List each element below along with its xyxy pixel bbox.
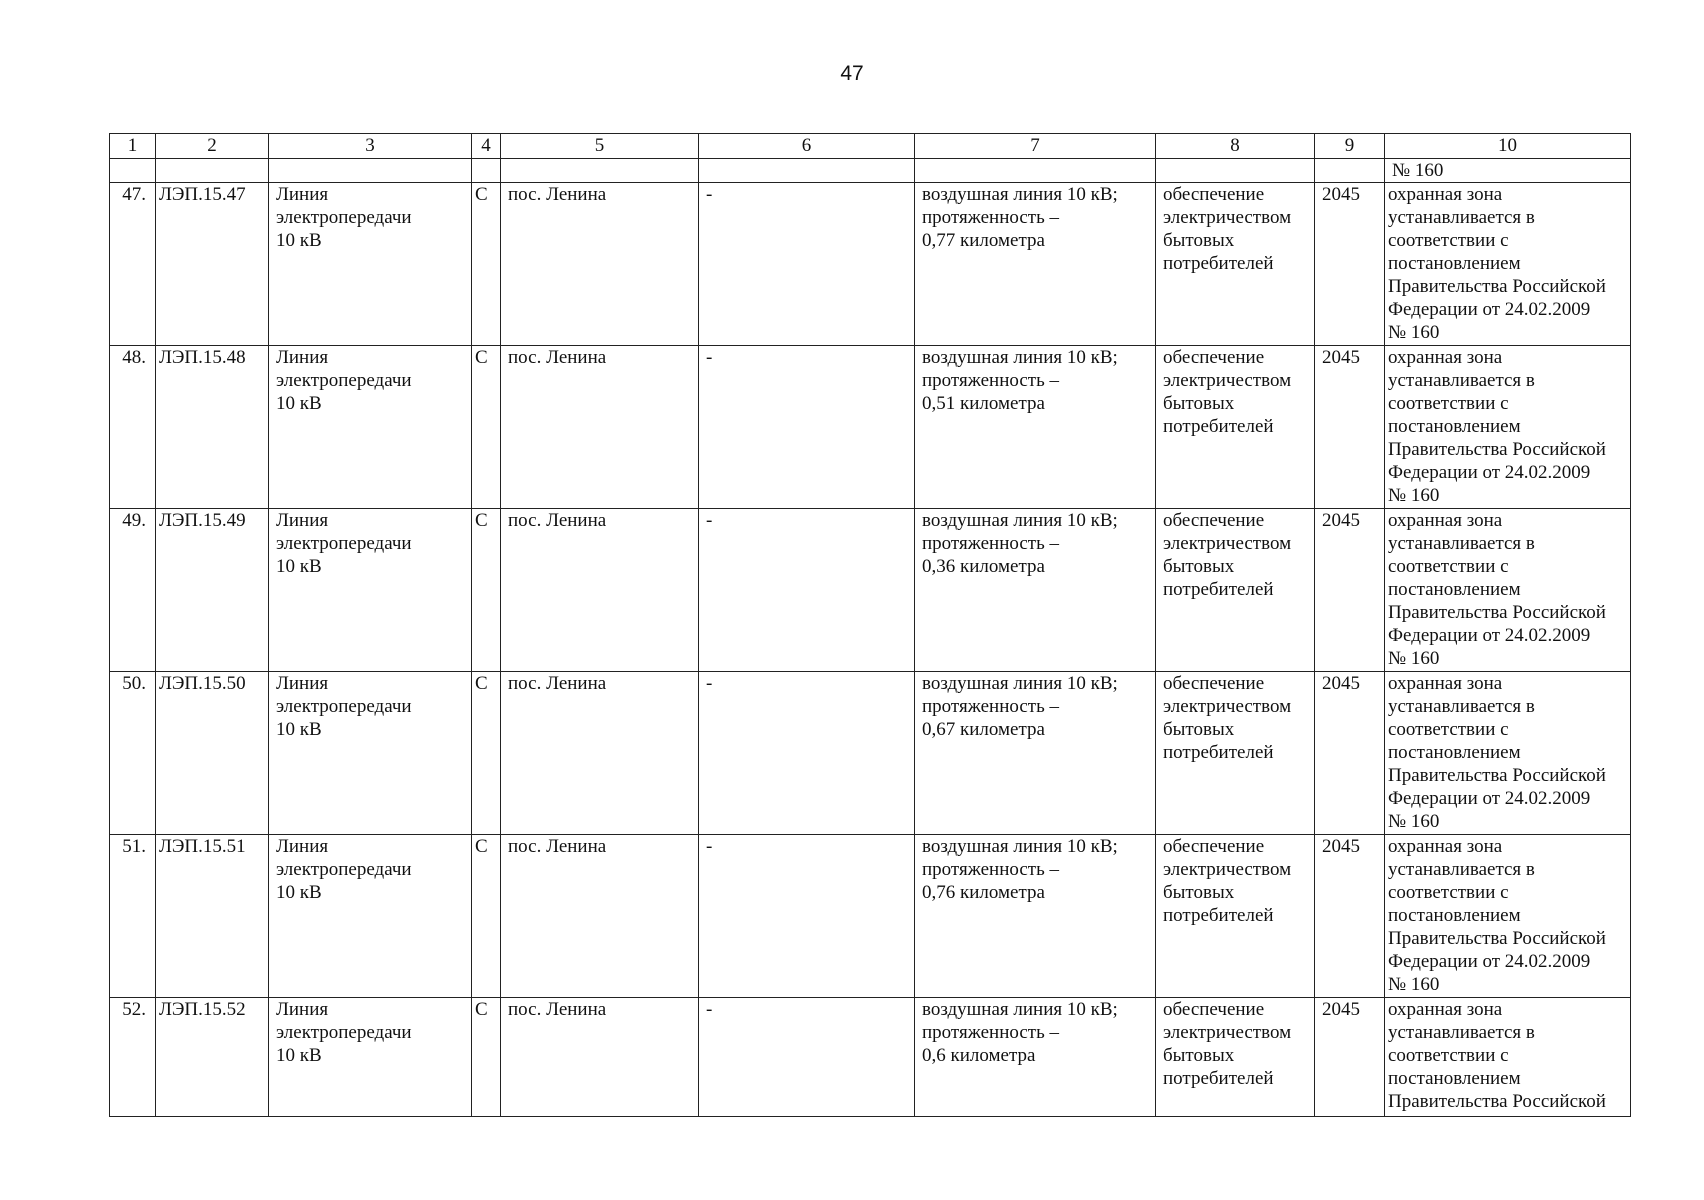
zone-line: соответствии с (1388, 393, 1509, 414)
zone-line: № 160 (1388, 485, 1440, 506)
zone-line: постановлением (1388, 579, 1521, 600)
empty-cell (156, 159, 269, 183)
name-line: Линия (276, 999, 329, 1020)
zone-line: Федерации от 24.02.2009 (1388, 951, 1591, 972)
characteristics-line: протяженность – (922, 207, 1059, 228)
purpose-line: обеспечение (1163, 673, 1265, 694)
column-6-cell: - (699, 183, 915, 346)
name-line: электропередачи (276, 1022, 412, 1043)
zone-line: соответствии с (1388, 556, 1509, 577)
page-number: 47 (840, 62, 864, 85)
zone-line: постановлением (1388, 905, 1521, 926)
continuation-cell: № 160 (1385, 159, 1631, 183)
purpose-line: бытовых (1163, 719, 1235, 740)
zone-line: устанавливается в (1388, 696, 1535, 717)
year-cell: 2045 (1315, 183, 1385, 346)
zone-line: охранная зона (1388, 510, 1503, 531)
purpose-cell (1156, 835, 1315, 998)
zone-line: № 160 (1388, 811, 1440, 832)
zone-line: постановлением (1388, 1068, 1521, 1089)
zone-line: соответствии с (1388, 230, 1509, 251)
empty-cell (699, 159, 915, 183)
status-cell: С (472, 509, 501, 672)
object-name-cell (269, 509, 472, 672)
purpose-cell (1156, 672, 1315, 835)
location-cell: пос. Ленина (501, 835, 699, 998)
protection-zone-cell (1385, 835, 1631, 998)
characteristics-cell (915, 672, 1156, 835)
purpose-line: обеспечение (1163, 836, 1265, 857)
year-cell: 2045 (1315, 998, 1385, 1117)
row-number-cell: 50. (110, 672, 156, 835)
column-6-cell: - (699, 509, 915, 672)
location-cell: пос. Ленина (501, 346, 699, 509)
characteristics-line: 0,76 километра (922, 882, 1045, 903)
name-line: 10 кВ (276, 719, 322, 740)
protection-zone-cell (1385, 183, 1631, 346)
characteristics-line: протяженность – (922, 370, 1059, 391)
characteristics-line: 0,77 километра (922, 230, 1045, 251)
zone-line: № 160 (1388, 322, 1440, 343)
purpose-line: электричеством (1163, 696, 1292, 717)
name-line: электропередачи (276, 859, 412, 880)
table-row (110, 998, 1631, 1117)
name-line: Линия (276, 673, 329, 694)
zone-line: Федерации от 24.02.2009 (1388, 788, 1591, 809)
name-line: 10 кВ (276, 393, 322, 414)
characteristics-line: воздушная линия 10 кВ; (922, 999, 1118, 1020)
name-line: Линия (276, 347, 329, 368)
purpose-line: электричеством (1163, 533, 1292, 554)
name-line: 10 кВ (276, 230, 322, 251)
characteristics-line: 0,6 километра (922, 1045, 1036, 1066)
purpose-line: бытовых (1163, 393, 1235, 414)
purpose-line: потребителей (1163, 253, 1274, 274)
row-number-cell: 52. (110, 998, 156, 1117)
column-header: 7 (915, 134, 1156, 159)
column-number-row (110, 134, 1631, 159)
characteristics-cell (915, 346, 1156, 509)
object-code-cell: ЛЭП.15.50 (156, 672, 269, 835)
characteristics-line: воздушная линия 10 кВ; (922, 836, 1118, 857)
characteristics-cell (915, 183, 1156, 346)
location-cell: пос. Ленина (501, 998, 699, 1117)
empty-cell (110, 159, 156, 183)
year-cell: 2045 (1315, 835, 1385, 998)
name-line: электропередачи (276, 533, 412, 554)
characteristics-line: воздушная линия 10 кВ; (922, 673, 1118, 694)
purpose-line: потребителей (1163, 1068, 1274, 1089)
zone-line: Правительства Российской (1388, 602, 1606, 623)
purpose-line: бытовых (1163, 556, 1235, 577)
status-cell: С (472, 835, 501, 998)
object-name-cell (269, 835, 472, 998)
object-code-cell: ЛЭП.15.47 (156, 183, 269, 346)
table-row (110, 835, 1631, 998)
row-number-cell: 49. (110, 509, 156, 672)
row-number-cell: 48. (110, 346, 156, 509)
zone-line: устанавливается в (1388, 859, 1535, 880)
zone-line: Федерации от 24.02.2009 (1388, 462, 1591, 483)
zone-line: устанавливается в (1388, 1022, 1535, 1043)
name-line: электропередачи (276, 696, 412, 717)
continuation-row (110, 159, 1631, 183)
object-name-cell (269, 346, 472, 509)
empty-cell (472, 159, 501, 183)
purpose-line: обеспечение (1163, 510, 1265, 531)
column-6-cell: - (699, 998, 915, 1117)
protection-zone-cell (1385, 346, 1631, 509)
object-code-cell: ЛЭП.15.51 (156, 835, 269, 998)
zone-line: соответствии с (1388, 882, 1509, 903)
status-cell: С (472, 672, 501, 835)
purpose-cell (1156, 998, 1315, 1117)
zone-line: охранная зона (1388, 999, 1503, 1020)
year-cell: 2045 (1315, 509, 1385, 672)
purpose-line: бытовых (1163, 882, 1235, 903)
location-cell: пос. Ленина (501, 672, 699, 835)
empty-cell (1315, 159, 1385, 183)
status-cell: С (472, 998, 501, 1117)
purpose-line: бытовых (1163, 230, 1235, 251)
characteristics-line: воздушная линия 10 кВ; (922, 510, 1118, 531)
zone-line: Федерации от 24.02.2009 (1388, 299, 1591, 320)
purpose-line: потребителей (1163, 905, 1274, 926)
zone-line: Правительства Российской (1388, 439, 1606, 460)
row-number-cell: 51. (110, 835, 156, 998)
characteristics-line: 0,51 километра (922, 393, 1045, 414)
purpose-cell (1156, 509, 1315, 672)
column-header: 8 (1156, 134, 1315, 159)
protection-zone-cell (1385, 672, 1631, 835)
object-code-cell: ЛЭП.15.52 (156, 998, 269, 1117)
purpose-line: обеспечение (1163, 999, 1265, 1020)
zone-line: постановлением (1388, 253, 1521, 274)
name-line: Линия (276, 510, 329, 531)
column-header: 10 (1385, 134, 1631, 159)
zone-line: охранная зона (1388, 347, 1503, 368)
empty-cell (269, 159, 472, 183)
column-header: 6 (699, 134, 915, 159)
characteristics-line: протяженность – (922, 859, 1059, 880)
zone-line: постановлением (1388, 742, 1521, 763)
zone-line: охранная зона (1388, 836, 1503, 857)
purpose-line: электричеством (1163, 859, 1292, 880)
protection-zone-cell (1385, 998, 1631, 1117)
name-line: Линия (276, 836, 329, 857)
zone-line: соответствии с (1388, 1045, 1509, 1066)
purpose-line: электричеством (1163, 1022, 1292, 1043)
purpose-cell (1156, 183, 1315, 346)
characteristics-cell (915, 835, 1156, 998)
zone-line: охранная зона (1388, 673, 1503, 694)
object-code-cell: ЛЭП.15.49 (156, 509, 269, 672)
zone-line: Правительства Российской (1388, 1091, 1606, 1112)
year-cell: 2045 (1315, 672, 1385, 835)
zone-line: Правительства Российской (1388, 765, 1606, 786)
table-row (110, 183, 1631, 346)
zone-line: Правительства Российской (1388, 928, 1606, 949)
status-cell: С (472, 346, 501, 509)
location-cell: пос. Ленина (501, 183, 699, 346)
name-line: электропередачи (276, 207, 412, 228)
column-header: 4 (472, 134, 501, 159)
characteristics-line: 0,36 километра (922, 556, 1045, 577)
characteristics-line: протяженность – (922, 533, 1059, 554)
zone-line: Федерации от 24.02.2009 (1388, 625, 1591, 646)
name-line: 10 кВ (276, 882, 322, 903)
register-table (109, 133, 1631, 1117)
zone-line: № 160 (1388, 974, 1440, 995)
protection-zone-cell (1385, 509, 1631, 672)
empty-cell (501, 159, 699, 183)
table-row (110, 509, 1631, 672)
zone-line: устанавливается в (1388, 370, 1535, 391)
purpose-cell (1156, 346, 1315, 509)
empty-cell (915, 159, 1156, 183)
purpose-line: электричеством (1163, 207, 1292, 228)
characteristics-line: протяженность – (922, 696, 1059, 717)
name-line: 10 кВ (276, 1045, 322, 1066)
purpose-line: потребителей (1163, 742, 1274, 763)
column-6-cell: - (699, 672, 915, 835)
purpose-line: обеспечение (1163, 347, 1265, 368)
characteristics-cell (915, 998, 1156, 1117)
name-line: 10 кВ (276, 556, 322, 577)
characteristics-line: протяженность – (922, 1022, 1059, 1043)
year-cell: 2045 (1315, 346, 1385, 509)
column-header: 1 (110, 134, 156, 159)
object-code-cell: ЛЭП.15.48 (156, 346, 269, 509)
column-6-cell: - (699, 346, 915, 509)
characteristics-line: воздушная линия 10 кВ; (922, 184, 1118, 205)
column-header: 2 (156, 134, 269, 159)
characteristics-line: 0,67 километра (922, 719, 1045, 740)
column-6-cell: - (699, 835, 915, 998)
column-header: 3 (269, 134, 472, 159)
purpose-line: потребителей (1163, 579, 1274, 600)
zone-line: № 160 (1388, 648, 1440, 669)
object-name-cell (269, 183, 472, 346)
table-row (110, 346, 1631, 509)
characteristics-cell (915, 509, 1156, 672)
table-row (110, 672, 1631, 835)
empty-cell (1156, 159, 1315, 183)
purpose-line: потребителей (1163, 416, 1274, 437)
zone-line: Правительства Российской (1388, 276, 1606, 297)
purpose-line: бытовых (1163, 1045, 1235, 1066)
zone-line: охранная зона (1388, 184, 1503, 205)
row-number-cell: 47. (110, 183, 156, 346)
status-cell: С (472, 183, 501, 346)
column-header: 9 (1315, 134, 1385, 159)
name-line: электропередачи (276, 370, 412, 391)
location-cell: пос. Ленина (501, 509, 699, 672)
zone-line: соответствии с (1388, 719, 1509, 740)
column-header: 5 (501, 134, 699, 159)
zone-line: устанавливается в (1388, 533, 1535, 554)
zone-line: постановлением (1388, 416, 1521, 437)
object-name-cell (269, 672, 472, 835)
name-line: Линия (276, 184, 329, 205)
characteristics-line: воздушная линия 10 кВ; (922, 347, 1118, 368)
purpose-line: электричеством (1163, 370, 1292, 391)
object-name-cell (269, 998, 472, 1117)
purpose-line: обеспечение (1163, 184, 1265, 205)
zone-line: устанавливается в (1388, 207, 1535, 228)
